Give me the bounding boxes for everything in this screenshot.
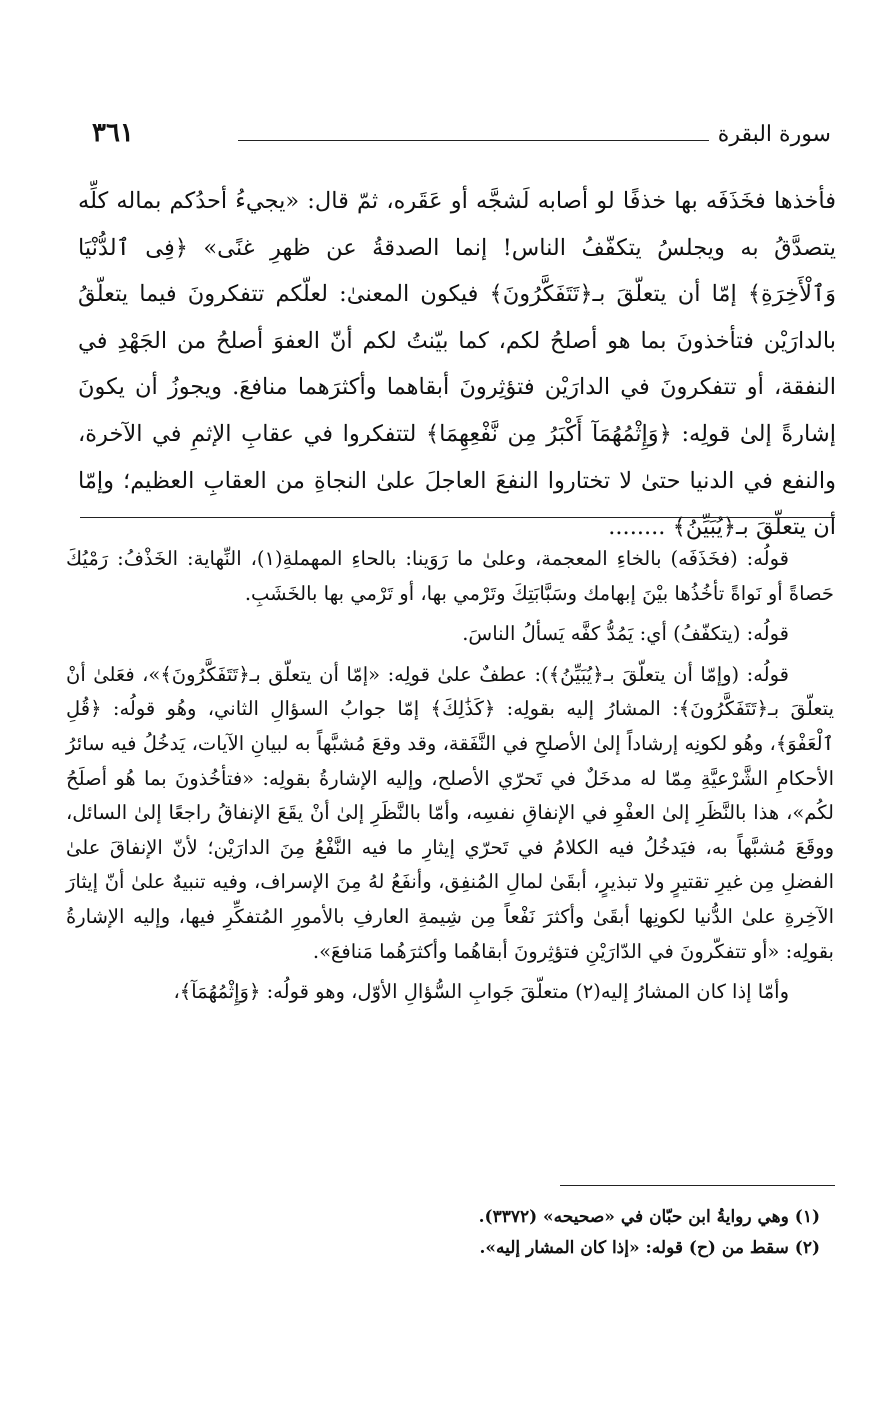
surah-title: سورة البقرة (717, 122, 831, 147)
commentary (66, 542, 834, 1016)
footnote-1: (١) وهي روايةُ ابن حبّان في «صحيحه» (٣٣٧٢). (478, 1207, 820, 1227)
commentary-paragraph-ithm: وأمّا إذا كان المشارُ إليه(٢) متعلّقَ جَوابِ السُّؤالِ الأوّل، وهو قولُه: ﴿وَإِثْمُهُمَآ﴾، (173, 980, 789, 1004)
page-number: ٣٦١ (92, 118, 134, 148)
header-rule (238, 140, 709, 141)
footnote-2: (٢) سقط من (ح) قوله: «إذا كان المشار إليه». (479, 1238, 820, 1258)
commentary-paragraph-khadhf: قولُه: (فخَذَفَه) بالخاءِ المعجمة، وعلىٰ ما رَوَينا: بالحاءِ المهملةِ(١)، النِّهاية: الخَذْفُ: رَمْيُكَ حَصاةً أو نَواةً تأخُذُها بيْنَ إبهامك وسَبَّابَتِكَ وتَرْمي بها، أو تَرْمي بها بالخَشَبِ. (66, 547, 834, 605)
commentary-paragraph-yubayyin: قولُه: (وإمّا أن يتعلّقَ بـ﴿يُبَيِّنُ﴾): عطفٌ علىٰ قولِه: «إمّا أن يتعلّق بـ﴿تَتَفَكَّرُونَ﴾»، فعَلىٰ أنْ يتعلّقَ بـ﴿تَتَفَكَّرُونَ﴾: المشارُ إليه بقولِه: ﴿كَذَٰلِكَ﴾ إمّا جوابُ السؤالِ الثاني، وهُو قولُه: ﴿قُلِ ٱلْعَفْوَ﴾، وهُو لكونِه إرشاداً إلىٰ الأصلحِ في النَّفَقة، وقد وقعَ مُشبَّهاً به لبيانِ الآيات، يَدخُلُ فيه سائرُ الأحكامِ الشَّرْعيَّةِ مِمّا له مدخَلٌ في تَحرّي الأصلح، وإليه الإشارةُ بقولِه: «فتأخُذونَ بما هُو أصلَحُ لكُم»، هذا بالنَّظَرِ إلىٰ العفْوِ في الإنفاقِ نفسِه، وأمّا بالنَّظَرِ إلىٰ أنْ يقَعَ الإنفاقُ راجعًا إلىٰ السائل، ووقَعَ مُشبَّهاً به، فيَدخُلُ فيه الكلامُ في تَحرّي إيثارِ ما فيه النَّفْعُ مِنَ الدارَيْن؛ لأنّ الإنفاقَ علىٰ الفضلِ مِن غيرِ تقتيرٍ ولا تبذيرٍ، أبقَىٰ لمالِ المُنفِق، وأنفَعُ لهُ مِنَ الإسراف، وفيه تنبيهٌ علىٰ أنّ إيثارَ الآخِرةِ علىٰ الدُّنيا لكونِها أبقَىٰ وأكثرَ نَفْعاً مِن شِيمةِ العارفِ بالأمورِ المُتفكِّرِ فيها، وإليه الإشارةُ بقولِه: «أو تتفكّرونَ في الدّارَيْنِ فتؤثِرونَ أبقاهُما وأكثرَهُما مَنافعَ». (66, 662, 834, 963)
commentary-paragraph-takaffuf: قولُه: (يتكفّفُ) أي: يَمُدُّ كفَّه يَسألُ الناسَ. (462, 622, 789, 646)
page-header (88, 118, 831, 158)
main-text (78, 178, 836, 551)
footnote-separator (560, 1185, 835, 1186)
main-paragraph: فأخذها فخَذَفَه بها خذفًا لو أصابه لَشجَّه أو عَقَره، ثمّ قال: «يجيءُ أحدُكم بماله كلِّه يتصدَّقُ به ويجلسُ يتكفّفُ الناس! إنما الصدقةُ عن ظهرِ غنًى» ﴿فِى ٱلدُّنْيَا وَٱلْأَخِرَةِ﴾ إمّا أن يتعلّقَ بـ﴿تَتَفَكَّرُونَ﴾ فيكون المعنىٰ: لعلّكم تتفكرونَ فيما يتعلّقُ بالدارَيْن فتأخذونَ بما هو أصلحُ لكم، كما بيّنتُ لكم أنّ العفوَ أصلحُ من الجَهْدِ في النفقة، أو تتفكرونَ في الدارَيْن فتؤثِرونَ أبقاهما وأكثرَهما منافعَ. ويجوزُ أن يكونَ إشارةً إلىٰ قولِه: ﴿وَإِثْمُهُمَآ أَكْبَرُ مِن نَّفْعِهِمَا﴾ لتتفكروا في عقابِ الإثمِ في الآخرة، والنفع في الدنيا حتىٰ لا تختاروا النفعَ العاجلَ علىٰ النجاةِ من العقابِ العظيم؛ وإمّا أن يتعلّقَ بـ﴿يُبَيِّنُ﴾ ........ (78, 188, 836, 541)
footnotes (300, 1202, 820, 1264)
section-separator (80, 517, 835, 518)
